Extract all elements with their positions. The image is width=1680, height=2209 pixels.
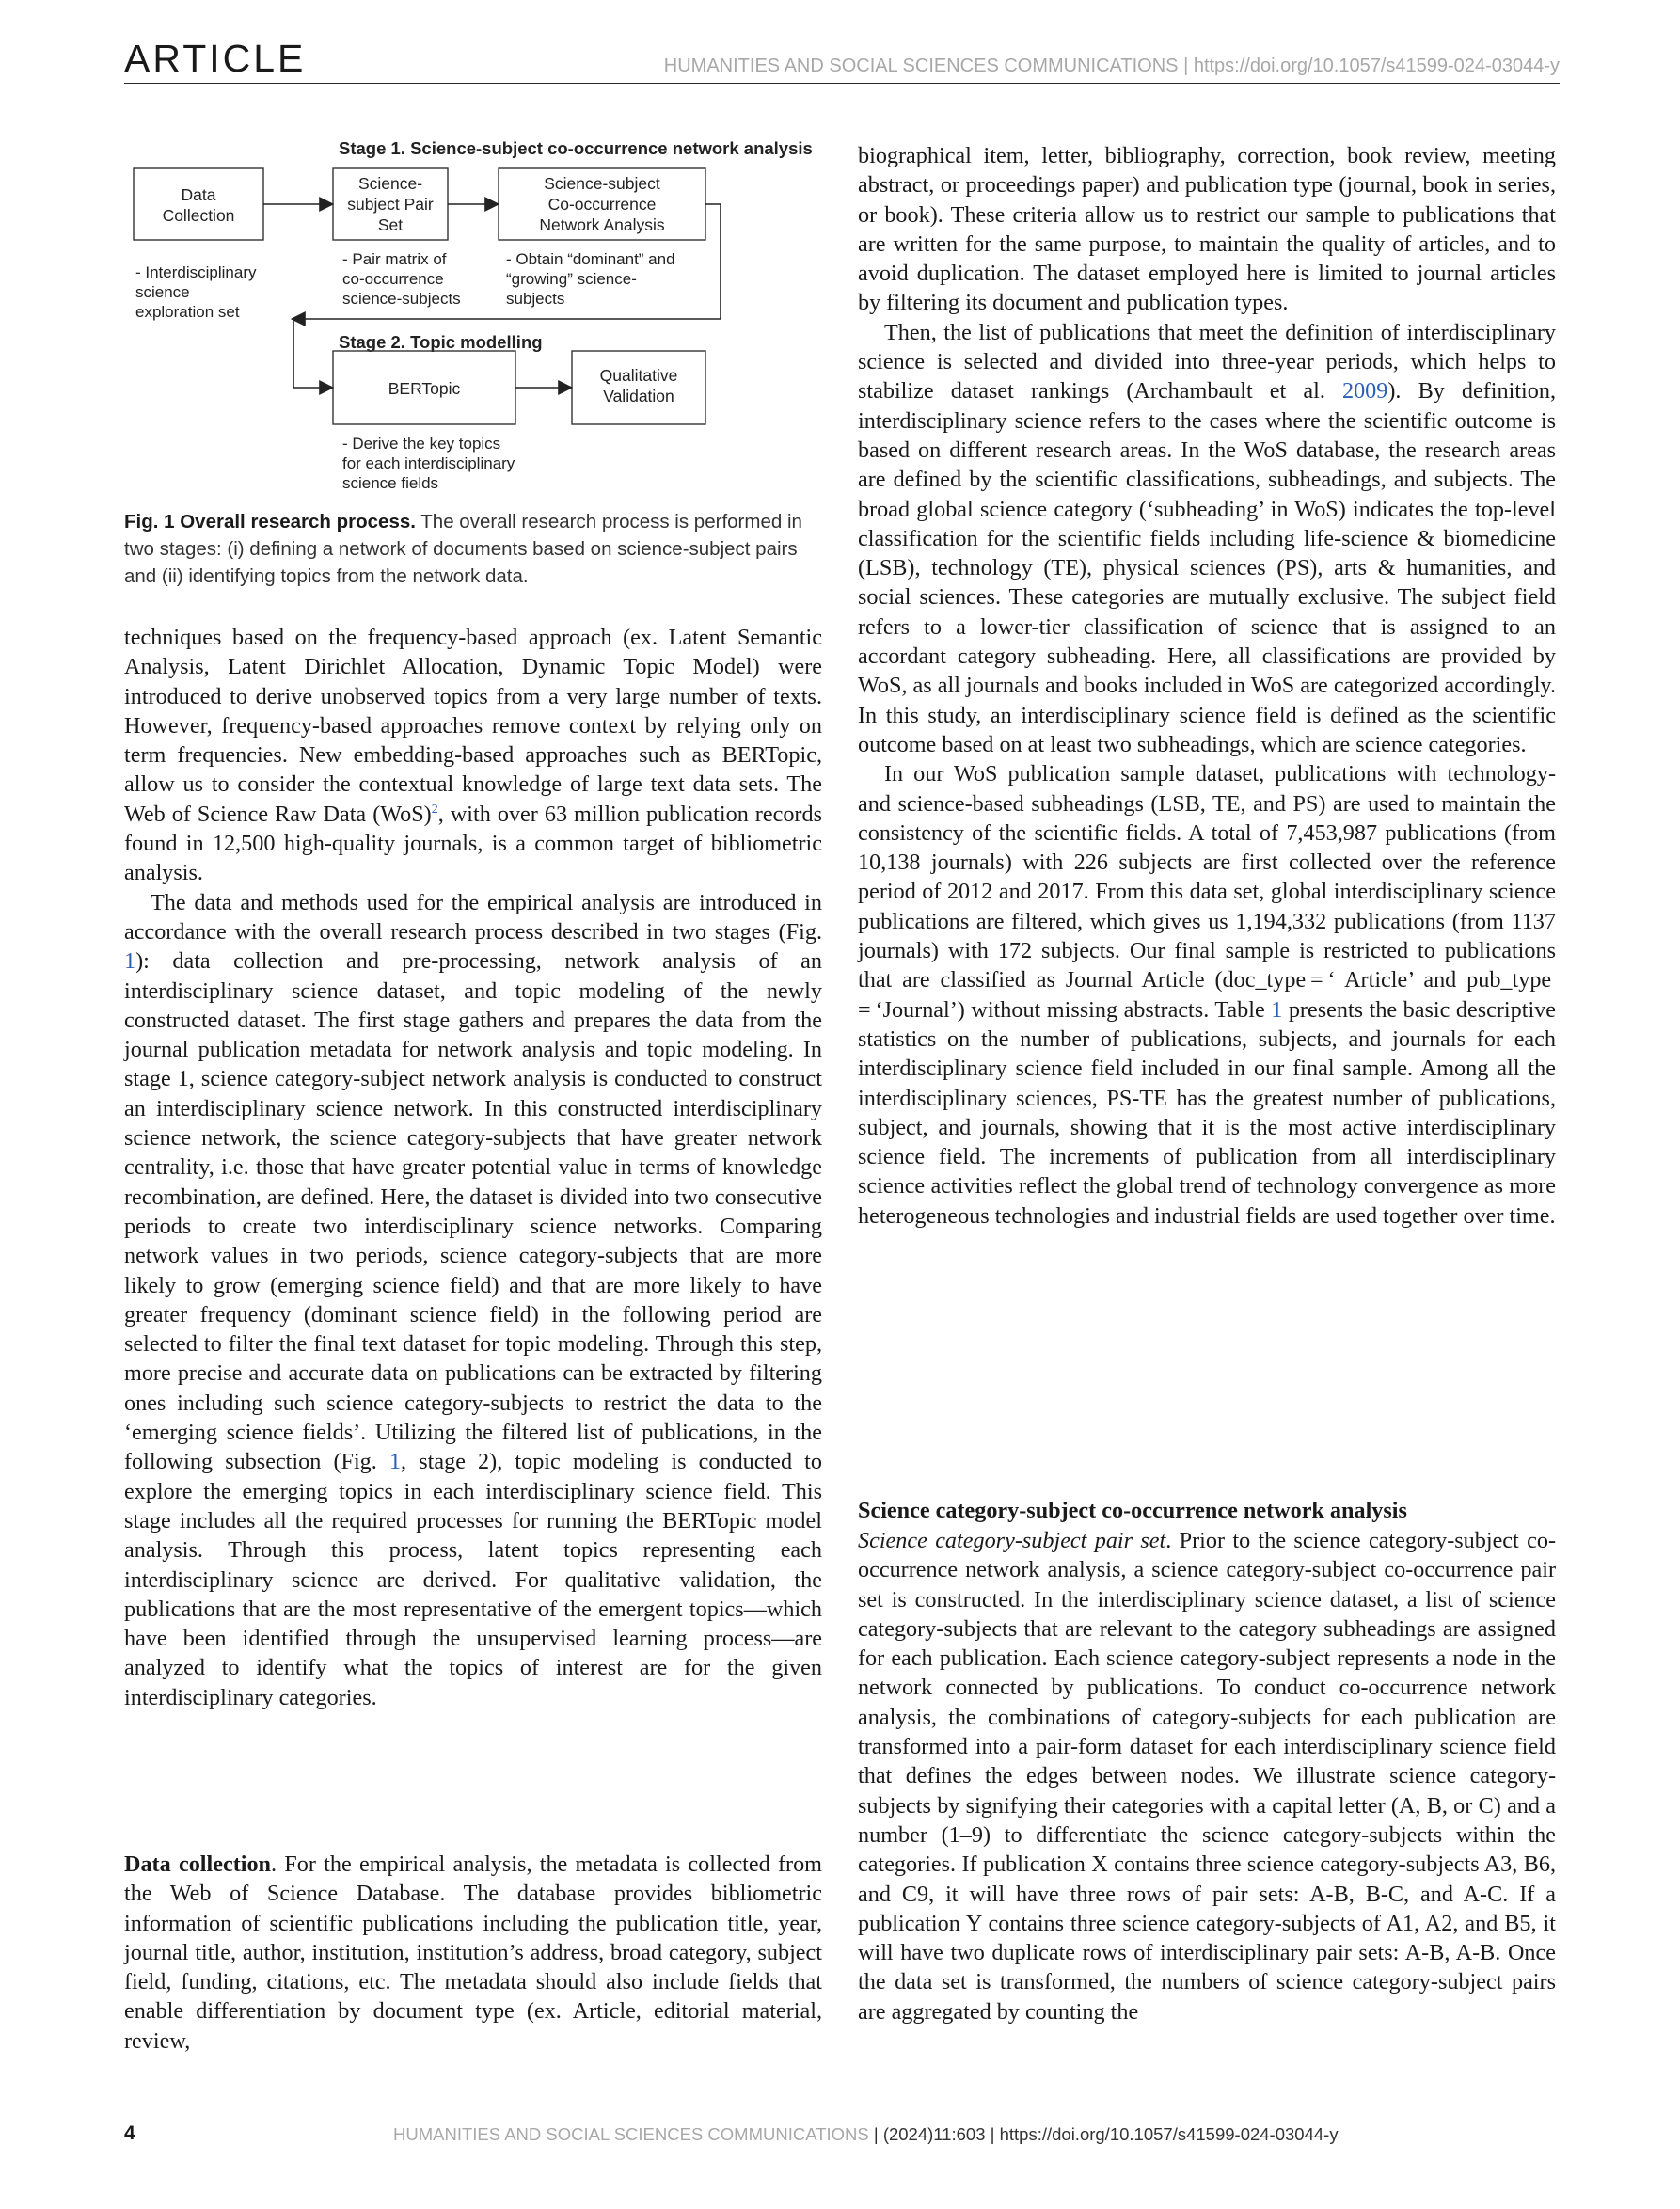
fig-1-link-2[interactable]: 1 xyxy=(388,1449,402,1475)
table-1-link[interactable]: 1 xyxy=(1271,996,1283,1023)
note-network-3: subjects xyxy=(506,290,565,308)
data-collection-title: Data collection xyxy=(124,1851,272,1877)
note-pair-set-3: science-subjects xyxy=(342,290,461,308)
data-collection-box xyxy=(134,168,263,240)
note-data-collection-1: - Interdisciplinary xyxy=(135,263,257,281)
figure-caption-label: Fig. 1 Overall research process. xyxy=(124,511,416,532)
left-p3-text: . For the empirical analysis, the metadata is collected from the Web of Science Database. The database provides bibliometric information of scientific publications including the publication title, year, journal title, author, institution, institution’s address, broad category, subject field, funding, citations, etc. The metadata should also include fields that enable differentiation by document type (ex. Article, editorial material, review, xyxy=(124,1851,822,2054)
pair-set-label-1: Science- xyxy=(357,174,423,193)
data-collection-label-1: Data xyxy=(181,185,216,204)
left-p2-text: The data and methods used for the empirical analysis are introduced in accordance with the overall research process described in two stages (Fig. xyxy=(124,889,822,945)
left-p2-text-end: , stage 2), topic modeling is conducted to explore the emerging topics in each interdisciplinary science field. This stage includes all the required processes for running the BERTopic model analysis. Through this process, latent topics representing each interdisciplinary science are derived. For qualitative validation, the publications that are the most representative of the emergent topics—which have been identified through the unsupervised learning process—are analyzed to identify what the topics of interest are for the given interdisciplinary categories. xyxy=(124,1449,822,1710)
data-collection-label-2: Collection xyxy=(162,206,235,225)
right-paragraph-1: biographical item, letter, bibliography, correction, book review, meeting abstract, or proceedings paper) and publication type (journal, book in series, or book). These criteria allow us to restrict our sample to publications that are written for the same purpose, to maintain the quality of articles, and to avoid duplication. The dataset employed here is limited to journal articles by filtering its document and publication types. xyxy=(858,143,1556,316)
left-paragraph-2 xyxy=(124,888,822,1712)
right-paragraph-2 xyxy=(858,318,1556,759)
note-pair-set-1: - Pair matrix of xyxy=(342,250,447,268)
fig-1-link[interactable]: 1 xyxy=(124,948,136,975)
network-label-1: Science-subject xyxy=(544,174,660,193)
right-paragraph-4 xyxy=(858,1526,1556,2026)
note-network-2: “growing” science- xyxy=(506,270,637,288)
left-p2-text-cont: ): data collection and pre-processing, network analysis of an interdisciplinary science dataset, and topic modeling of the newly constructed dataset. The first stage gathers and prepares the data from the journal publication metadata for network analysis and topic modeling. In stage 1, science category-subject network analysis is conducted to construct an interdisciplinary science network. In this constructed interdisciplinary science network, the science category-subjects that have greater network centrality, i.e. those that have greater potential value in terms of knowledge recombination, are defined. Here, the dataset is divided into two consecutive periods to create two interdisciplinary science networks. Comparing network values in two periods, science category-subjects that are more likely to grow (emerging science field) and that are more likely to have greater frequency (dominant science field) in the following period are selected to filter the final text dataset for topic modeling. Through this step, more precise and accurate data on publications can be extracted by filtering ones including such science category-subjects to restrict the data to the ‘emerging science fields’. Utilizing the filtered list of publications, in the following subsection (Fig. xyxy=(124,948,822,1475)
right-p3-text-cont: presents the basic descriptive statistics on the number of publications, subjects, and journals for each interdisciplinary science field included in our final sample. Among all the interdisciplinary sciences, PS-TE has the greatest number of publications, subject, and journals, showing that it is the most active interdisciplinary science field. The increments of publication from all interdisciplinary science activities reflect the global trend of technology convergence as more heterogeneous technologies and industrial fields are used together over time. xyxy=(858,996,1556,1229)
note-pair-set-2: co-occurrence xyxy=(342,270,444,288)
left-p1-text-cont: , with over 63 million publication records found in 12,500 high-quality journals, is a common target of bibliometric analysis. xyxy=(124,801,822,886)
stage1-title: Stage 1. Science-subject co-occurrence network analysis xyxy=(339,138,813,158)
header-rule xyxy=(124,83,1560,84)
footer-doi[interactable]: | (2024)11:603 | https://doi.org/10.1057/s41599-024-03044-y xyxy=(868,2124,1339,2144)
right-p3-text: In our WoS publication sample dataset, publications with technology- and science-based subheadings (LSB, TE, and PS) are used to maintain the consistency of the scientific fields. A total of 7,453,987 publications (from 10,138 journals) with 226 subjects are first collected over the reference period of 2012 and 2017. From this data set, global interdisciplinary science publications are filtered, which gives us 1,194,332 publications (from 1137 journals) with 172 subjects. Our final sample is restricted to publications that are classified as Journal Article (doc_type = ‘ Article’ and pub_type = ‘Journal’) without missing abstracts. Table xyxy=(858,761,1556,1023)
network-label-3: Network Analysis xyxy=(539,215,665,234)
pair-set-label-2: subject Pair xyxy=(347,195,434,214)
running-head[interactable]: HUMANITIES AND SOCIAL SCIENCES COMMUNICATIONS | https://doi.org/10.1057/s41599-024-03044-y xyxy=(663,56,1560,76)
figure-caption xyxy=(124,508,822,590)
network-label-2: Co-occurrence xyxy=(547,195,657,214)
note-bertopic-2: for each interdisciplinary xyxy=(342,454,515,472)
right-p2-text: Then, the list of publications that meet the definition of interdisciplinary science is selected and divided into three-year periods, which helps to stabilize dataset rankings (Archambault et al. xyxy=(858,319,1556,405)
pair-set-label-3: Set xyxy=(377,215,404,234)
footer-citation xyxy=(393,2124,1339,2145)
figure-1 xyxy=(124,127,822,522)
note-data-collection-3: exploration set xyxy=(135,303,240,321)
note-bertopic-3: science fields xyxy=(342,474,439,492)
footer-journal-name: HUMANITIES AND SOCIAL SCIENCES COMMUNICATIONS xyxy=(393,2124,869,2144)
note-bertopic-1: - Derive the key topics xyxy=(342,435,501,453)
pair-set-subtitle: Science category-subject pair set xyxy=(858,1528,1166,1553)
reference-2-link[interactable]: 2 xyxy=(431,802,438,817)
page-number: 4 xyxy=(124,2122,135,2144)
left-paragraph-3 xyxy=(124,1850,822,2056)
pair-set-section xyxy=(858,1526,1556,2026)
bertopic-label: BERTopic xyxy=(388,379,461,398)
figure-caption-text: The overall research process is performed in two stages: (i) defining a network of documents based on science-subject pairs and (ii) identifying topics from the network data. xyxy=(124,511,802,587)
left-paragraph-1 xyxy=(124,623,822,888)
arrow-to-bertopic xyxy=(293,319,331,388)
left-p1-text: techniques based on the frequency-based approach (ex. Latent Semantic Analysis, Latent Dirichlet Allocation, Dynamic Topic Model) were introduced to derive unobserved topics from a very large number of texts. However, frequency-based approaches remove context by relying only on term frequencies. New embedding-based approaches such as BERTopic, allow us to consider the contextual knowledge of large text data sets. The Web of Science Raw Data (WoS) xyxy=(124,625,822,827)
section-label: ARTICLE xyxy=(124,37,307,80)
qualitative-label-2: Validation xyxy=(603,387,674,405)
right-p2-text-cont: ). By definition, interdisciplinary science refers to the cases where the scientific outcome is based on different research areas. In the WoS database, the research areas are defined by the scientific classifications, subheadings, and subjects. The broad global science category (‘subheading’ in WoS) indicates the top-level classification for the scientific fields including life-science & biomedicine (LSB), technology (TE), physical sciences (PS), arts & humanities, and social sciences. These categories are mutually exclusive. The subject field refers to a lower-tier classification of science that is assigned to an accordant category subheading. Here, all classifications are provided by WoS, as all journals and books included in WoS are categorized accordingly. In this study, an interdisciplinary science field is defined as the scientific outcome based on at least two subheadings, which are science categories. xyxy=(858,378,1556,757)
right-p4-text: . Prior to the science category-subject co-occurrence network analysis, a science category-subject co-occurrence pair set is constructed. In the interdisciplinary science dataset, a list of science category-subjects that are relevant to the category subheadings are assigned for each publication. Each science category-subject represents a node in the network connected by publications. To conduct co-occurrence network analysis, the combinations of category-subjects for each publication are transformed into a pair-form dataset for each interdisciplinary science field that defines the edges between nodes. We illustrate science category-subjects by signifying their categories with a capital letter (A, B, or C) and a number (1–9) to differentiate the science category-subjects within the categories. If publication X contains three science category-subjects A3, B6, and C9, it will have three rows of pair sets: A-B, B-C, and A-C. If a publication Y contains three science category-subjects of A1, A2, and B5, it will have two duplicate rows of interdisciplinary pair sets: A-B, A-B. Once the data set is transformed, the numbers of science category-subject pairs are aggregated by counting the xyxy=(858,1528,1556,2025)
right-column-body xyxy=(858,141,1556,1231)
note-network-1: - Obtain “dominant” and xyxy=(506,250,675,268)
right-paragraph-3 xyxy=(858,759,1556,1231)
archambault-2009-link[interactable]: 2009 xyxy=(1341,378,1388,405)
note-data-collection-2: science xyxy=(135,283,190,301)
stage2-title: Stage 2. Topic modelling xyxy=(339,332,543,352)
research-process-diagram xyxy=(124,127,822,503)
left-column-body xyxy=(124,623,822,1712)
qualitative-label-1: Qualitative xyxy=(599,366,678,385)
network-analysis-heading: Science category-subject co-occurrence network analysis xyxy=(858,1498,1407,1523)
data-collection-section xyxy=(124,1850,822,2056)
